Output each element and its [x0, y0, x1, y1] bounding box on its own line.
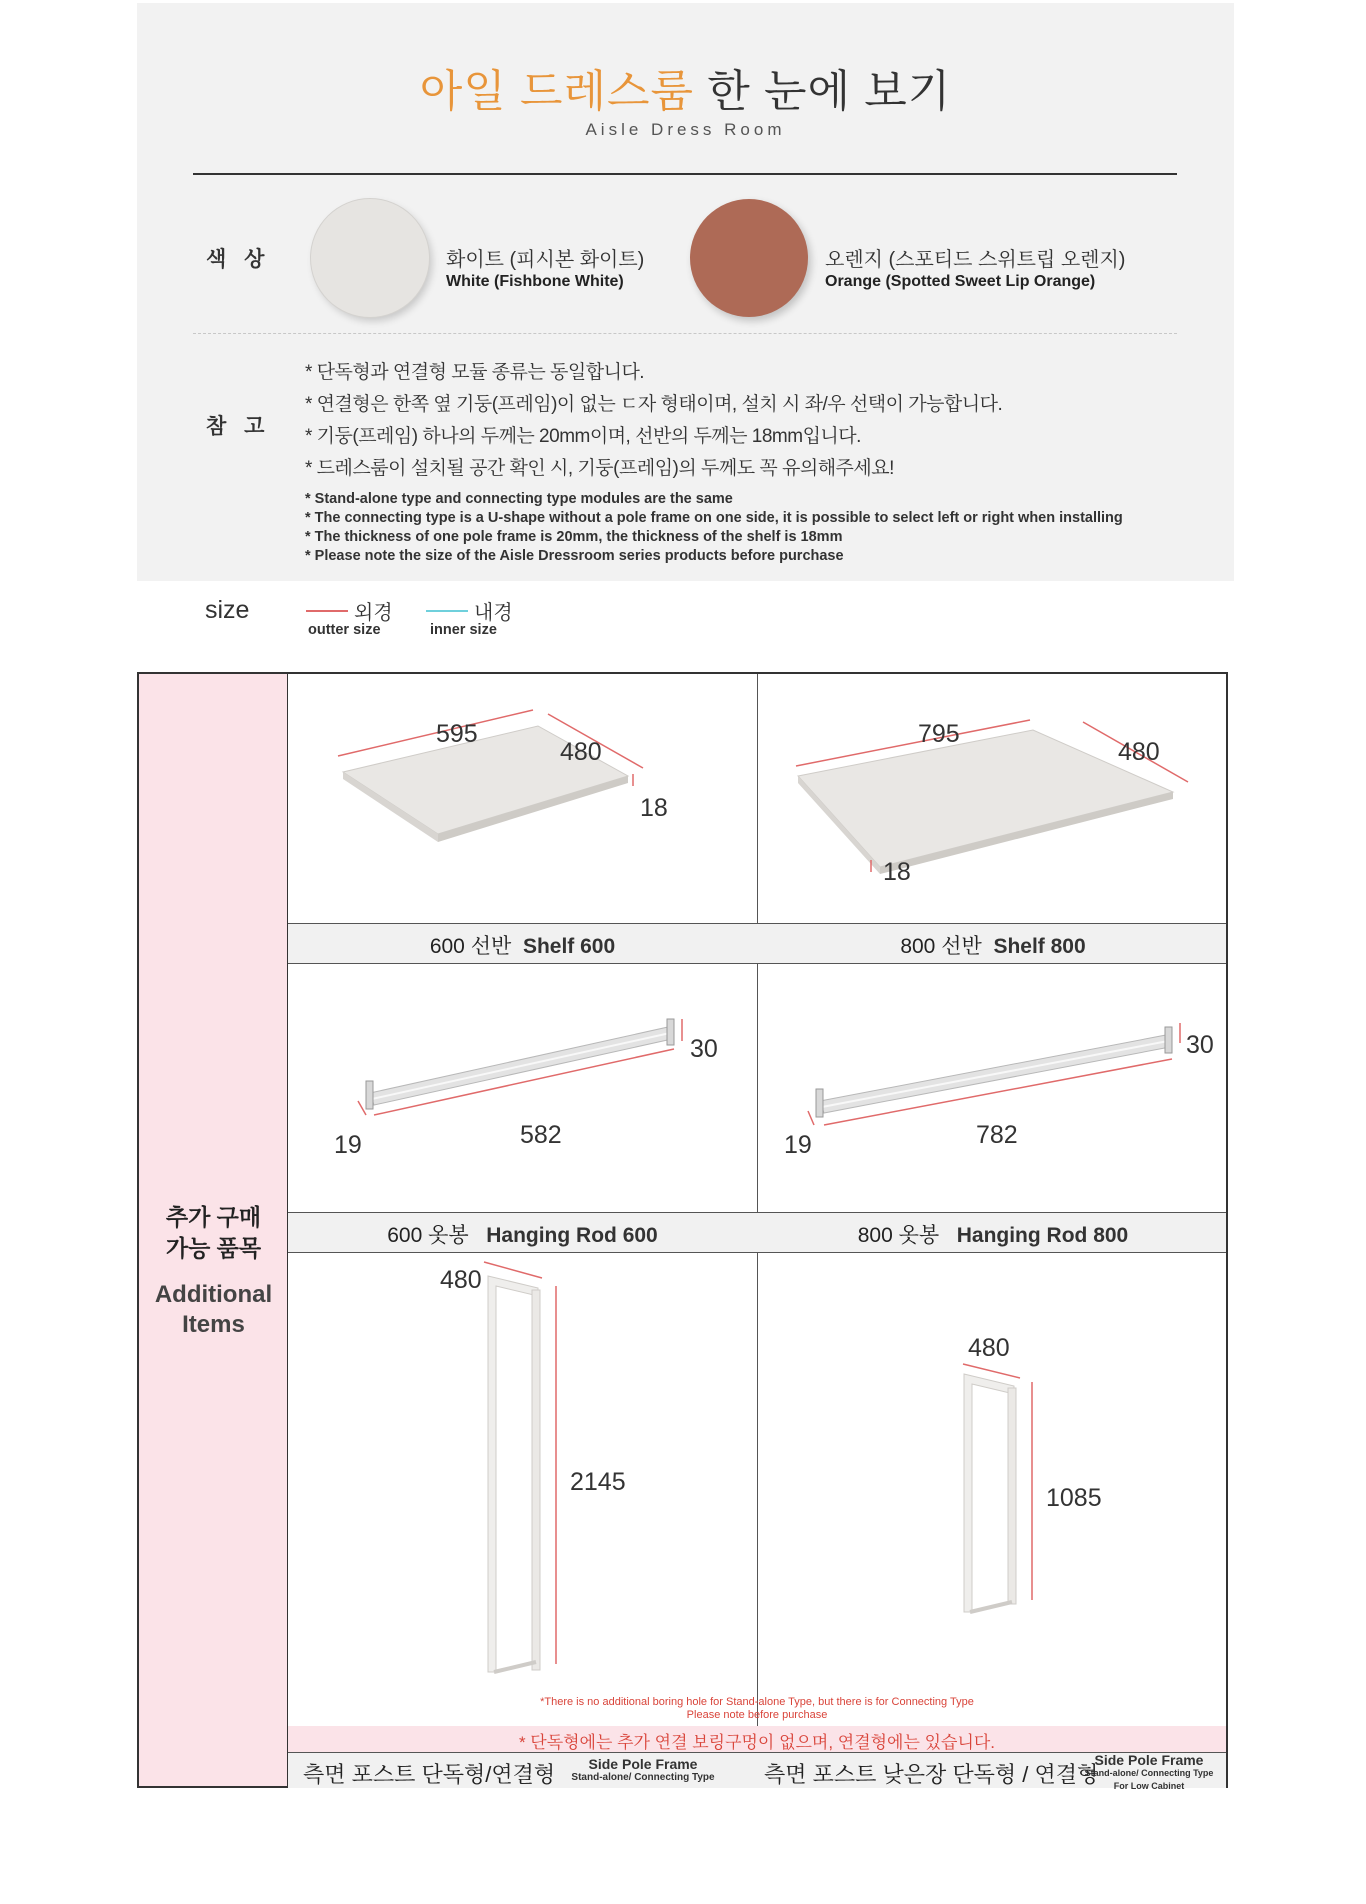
shelf-800-width: 795 [918, 720, 960, 748]
divider-dashed [193, 333, 1177, 334]
shelf-600-thickness: 18 [640, 794, 668, 822]
divider [193, 173, 1177, 175]
rod-800-illustration [758, 963, 1228, 1212]
rod-800-height: 30 [1186, 1031, 1214, 1059]
rod-600-caption: 600 옷봉 Hanging Rod 600 [387, 1224, 658, 1247]
shelf-600-width: 595 [436, 720, 478, 748]
additional-items-table [137, 672, 1228, 1791]
notes-row-label: 참 고 [206, 415, 271, 438]
side-pole-frame-low-illustration [758, 1252, 1228, 1692]
note-en-2: * The connecting type is a U-shape without a pole frame on one side, it is possible to select left or right when installing [305, 510, 1123, 526]
side-pole-frame-low-depth: 480 [968, 1334, 1010, 1362]
white-swatch [311, 199, 429, 317]
rod-800-length: 782 [976, 1121, 1018, 1149]
side-pole-frame-depth: 480 [440, 1266, 482, 1294]
side-kr-line2: 가능 품목 [165, 1235, 262, 1261]
inner-line [426, 610, 468, 612]
white-name-en: White (Fishbone White) [446, 273, 624, 290]
orange-swatch [690, 199, 808, 317]
orange-name-en: Orange (Spotted Sweet Lip Orange) [825, 273, 1096, 290]
note-en-4: * Please note the size of the Aisle Dressroom series products before purchase [305, 548, 844, 564]
shelf-800-depth: 480 [1118, 738, 1160, 766]
side-pole-frame-low-caption-kr: 측면 포스트 낮은장 단독형 / 연결형 [764, 1762, 1099, 1787]
side-en-line2: Items [182, 1311, 245, 1338]
side-pole-frame-illustration [288, 1252, 757, 1692]
shelf-800-thickness: 18 [883, 858, 911, 886]
notes-en [305, 490, 1123, 566]
side-en-line1: Additional [154, 1281, 273, 1308]
shelf-800-illustration [758, 674, 1228, 923]
white-name-kr: 화이트 (피시본 화이트) [446, 249, 645, 271]
notes-kr [305, 357, 1002, 485]
note-kr-4: * 드레스룸이 설치될 공간 확인 시, 기둥(프레임)의 두께도 꼭 유의해주세요! [305, 458, 894, 479]
side-pole-frame-low-height: 1085 [1046, 1484, 1102, 1512]
side-pole-frame-caption-en: Side Pole Frame Stand-alone/ Connecting Type [571, 1756, 715, 1783]
side-pole-frame-height: 2145 [570, 1468, 626, 1496]
size-label: size [205, 596, 250, 624]
note-kr-3: * 기둥(프레임) 하나의 두께는 20mm이며, 선반의 두께는 18mm입니다. [305, 426, 861, 447]
note-en-1: * Stand-alone type and connecting type modules are the same [305, 491, 733, 507]
boring-hole-warning-en: *There is no additional boring hole for Stand-alone Type, but there is for Connecting Type Please note before purchase [540, 1696, 974, 1721]
rod-600-illustration [288, 963, 757, 1212]
rod-600-length: 582 [520, 1121, 562, 1149]
rod-600-height: 30 [690, 1035, 718, 1063]
shelf-600-illustration [288, 674, 757, 923]
side-pole-frame-low-caption-en: Side Pole Frame Stand-alone/ Connecting Type For Low Cabinet [1084, 1752, 1214, 1791]
page-title: 아일 드레스룸 한 눈에 보기 [419, 67, 952, 116]
rod-800-caption: 800 옷봉 Hanging Rod 800 [857, 1224, 1129, 1247]
note-kr-2: * 연결형은 한쪽 옆 기둥(프레임)이 없는 ㄷ자 형태이며, 설치 시 좌/우 선택이 가능합니다. [305, 394, 1003, 415]
page-subtitle: Aisle Dress Room [585, 120, 786, 139]
side-kr-line1: 추가 구매 [165, 1204, 262, 1230]
orange-name-kr: 오렌지 (스포티드 스위트립 오렌지) [825, 249, 1126, 271]
boring-hole-warning-kr: * 단독형에는 추가 연결 보링구멍이 없으며, 연결형에는 있습니다. [518, 1733, 996, 1752]
rod-600-width: 19 [334, 1131, 362, 1159]
rod-800-width: 19 [784, 1131, 812, 1159]
table-side-header [139, 674, 288, 1786]
outer-line [306, 610, 348, 612]
overview-panel [137, 3, 1234, 581]
note-en-3: * The thickness of one pole frame is 20mm, the thickness of the shelf is 18mm [305, 529, 843, 545]
color-row-label: 색 상 [206, 248, 271, 271]
shelf-800-caption: 800 선반 Shelf 800 [900, 935, 1086, 958]
shelf-600-caption: 600 선반 Shelf 600 [429, 935, 616, 958]
note-kr-1: * 단독형과 연결형 모듈 종류는 동일합니다. [305, 362, 645, 383]
side-pole-frame-caption-kr: 측면 포스트 단독형/연결형 [303, 1762, 556, 1787]
shelf-600-depth: 480 [560, 738, 602, 766]
